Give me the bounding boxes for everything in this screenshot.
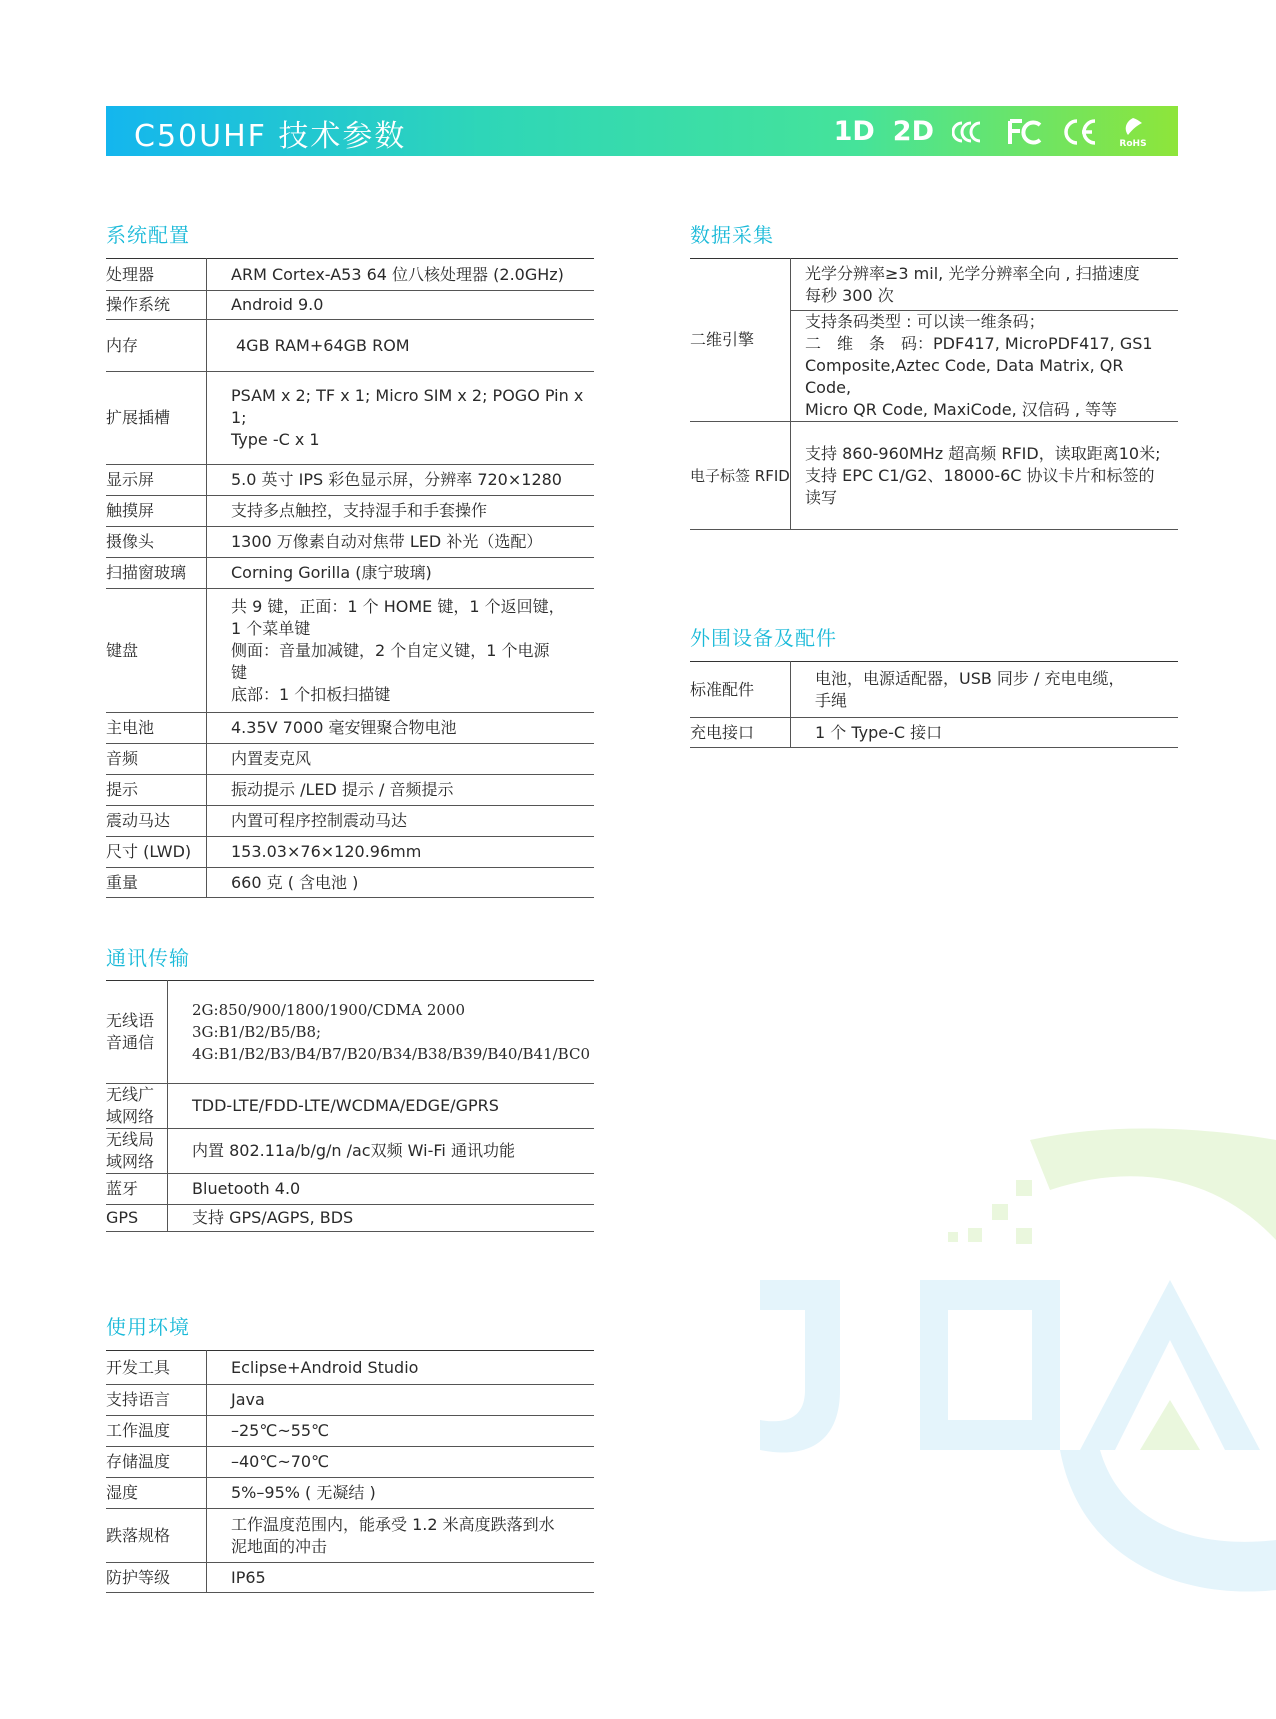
table-row [106,1416,594,1447]
table-row [106,372,594,465]
spec-value [207,527,595,558]
spec-value-line: 读写 [805,487,838,507]
spec-value [207,589,595,713]
spec-value [168,1205,594,1232]
spec-key: 电子标签 RFID [690,422,791,530]
spec-value-line: Eclipse+Android Studio [231,1357,419,1377]
spec-value [207,1385,595,1416]
section-title-comm: 通讯传输 [106,946,190,970]
spec-value-line: 泥地面的冲击 [231,1536,328,1556]
spec-value [207,496,595,527]
spec-value-line: 153.03×76×120.96mm [231,842,422,861]
spec-key: 键盘 [106,589,207,713]
spec-value [207,1509,595,1563]
spec-value [207,558,595,589]
spec-value [207,291,595,320]
spec-key: 扫描窗玻璃 [106,558,207,589]
spec-key: 无线局域网络 [106,1129,168,1174]
table-row [106,589,594,713]
spec-value-line: 支持 GPS/AGPS, BDS [192,1208,354,1227]
table-row [690,662,1178,718]
spec-value-line: 4.35V 7000 毫安锂聚合物电池 [231,718,457,737]
spec-value-line: 底部：1 个扣板扫描键 [231,684,391,704]
spec-value [207,320,595,372]
table-row [106,1205,594,1232]
spec-value-line: 二 维 条 码：PDF417, MicroPDF417, GS1 [805,334,1153,353]
table-row [106,558,594,589]
spec-value-line: 内置可程序控制震动马达 [231,811,408,830]
spec-key: 充电接口 [690,718,791,748]
table-row [106,1351,594,1385]
spec-key: 触摸屏 [106,496,207,527]
table-row [106,465,594,496]
spec-value-line: Android 9.0 [231,295,324,314]
spec-key: 处理器 [106,259,207,291]
spec-value [207,837,595,868]
spec-value-line: 支持 860-960MHz 超高频 RFID，读取距离10米; [805,443,1161,463]
spec-key: 二维引擎 [690,259,791,422]
table-row [106,1478,594,1509]
spec-value-line: 1 个 Type-C 接口 [815,722,943,742]
svg-text:RoHS: RoHS [1119,139,1147,148]
spec-value [168,1084,594,1129]
spec-value-line: Micro QR Code, MaxiCode, 汉信码 , 等等 [805,400,1117,419]
spec-key: 蓝牙 [106,1174,168,1205]
spec-value-line: 支持条码类型 : 可以读一维条码； [805,312,1045,331]
spec-key: 无线语音通信 [106,981,168,1084]
table-row [106,713,594,744]
page-title: C50UHF 技术参数 [134,119,407,154]
rohs-logo-icon [1116,116,1150,148]
spec-value-line: Type -C x 1 [231,430,320,449]
spec-value [207,744,595,775]
spec-key: GPS [106,1205,168,1232]
spec-value-line: 光学分辨率≥3 mil, 光学分辨率全向 , 扫描速度 [805,263,1140,283]
fc-logo-icon [1008,117,1044,147]
spec-value-line: Java [231,1390,265,1409]
env-spec-table [106,1350,594,1593]
system-spec-table [106,258,594,898]
table-row [690,259,1178,311]
ccc-logo-icon [952,117,990,147]
table-row [690,422,1178,530]
table-row [106,496,594,527]
spec-value-line: Corning Gorilla (康宁玻璃) [231,563,432,582]
spec-value-line: 4GB RAM+64GB ROM [236,335,410,355]
spec-key: 扩展插槽 [106,372,207,465]
table-row [106,291,594,320]
spec-value [207,259,595,291]
spec-value-line: 共 9 键，正面：1 个 HOME 键，1 个返回键， [231,596,565,616]
spec-value [207,1563,595,1593]
spec-key: 尺寸 (LWD) [106,837,207,868]
spec-value [207,1351,595,1385]
spec-key: 支持语言 [106,1385,207,1416]
spec-key: 工作温度 [106,1416,207,1447]
table-row [106,868,594,898]
data-spec-table [690,258,1178,530]
header-banner [106,106,1178,156]
spec-value-line: 振动提示 /LED 提示 / 音频提示 [231,780,454,799]
spec-value-line: TDD-LTE/FDD-LTE/WCDMA/EDGE/GPRS [192,1096,499,1115]
spec-value-line: 1 个菜单键 [231,618,311,638]
spec-value [207,775,595,806]
spec-key: 操作系统 [106,291,207,320]
spec-key: 防护等级 [106,1563,207,1593]
spec-value-line: –25℃~55℃ [231,1421,330,1440]
spec-key: 音频 [106,744,207,775]
spec-value-line: 工作温度范围内，能承受 1.2 米高度跌落到水 [231,1514,555,1534]
spec-value-line: Bluetooth 4.0 [192,1179,301,1198]
spec-key: 跌落规格 [106,1509,207,1563]
table-row [106,744,594,775]
logo-1d: 1D [833,116,875,147]
spec-value [207,1416,595,1447]
spec-key: 开发工具 [106,1351,207,1385]
spec-value-line: 内置 802.11a/b/g/n /ac双频 Wi-Fi 通讯功能 [192,1141,515,1160]
spec-value-line: PSAM x 2; TF x 1; Micro SIM x 2; POGO Pin x 1; [231,386,584,427]
table-row [106,1563,594,1593]
spec-value-line: 每秒 300 次 [805,285,894,305]
spec-value [207,372,595,465]
spec-value-line: 4G:B1/B2/B3/B4/B7/B20/B34/B38/B39/B40/B41/BC0 [192,1045,590,1063]
table-row [106,1174,594,1205]
spec-value-line: 支持多点触控，支持湿手和手套操作 [231,501,488,520]
comm-spec-table [106,980,594,1232]
spec-value [791,718,1179,748]
spec-key: 内存 [106,320,207,372]
section-title-data: 数据采集 [690,223,774,247]
spec-value-line: 660 克 ( 含电池 ) [231,872,359,892]
spec-value [207,1447,595,1478]
spec-value [207,806,595,837]
spec-value-line: 3G:B1/B2/B5/B8; [192,1023,322,1041]
spec-value [207,1478,595,1509]
table-row [106,1129,594,1174]
spec-value [207,868,595,898]
spec-key: 摄像头 [106,527,207,558]
spec-key: 存储温度 [106,1447,207,1478]
spec-value [791,259,1179,311]
spec-value [207,465,595,496]
table-row [106,1447,594,1478]
spec-key: 标准配件 [690,662,791,718]
table-row [106,259,594,291]
spec-value [791,662,1179,718]
spec-value-line: 支持 EPC C1/G2、18000-6C 协议卡片和标签的 [805,465,1155,485]
section-title-accessories: 外围设备及配件 [690,626,837,650]
table-row [106,527,594,558]
spec-value-line: 电池，电源适配器，USB 同步 / 充电电缆， [815,668,1125,688]
spec-key: 震动马达 [106,806,207,837]
spec-key: 显示屏 [106,465,207,496]
table-row [106,837,594,868]
section-title-env: 使用环境 [106,1315,190,1339]
table-row [106,320,594,372]
spec-value-line: 键 [231,662,248,682]
certification-logos [834,116,1150,148]
spec-value [168,1129,594,1174]
table-row [690,718,1178,748]
spec-key: 湿度 [106,1478,207,1509]
spec-value [791,422,1179,530]
spec-key: 无线广域网络 [106,1084,168,1129]
table-row [106,981,594,1084]
ce-logo-icon [1062,117,1098,147]
spec-value-line: 1300 万像素自动对焦带 LED 补光（选配） [231,532,543,551]
table-row [106,775,594,806]
spec-value-line: 侧面：音量加减键，2 个自定义键，1 个电源 [231,640,550,660]
spec-value-line: 5%–95% ( 无凝结 ) [231,1483,376,1502]
table-row [106,1385,594,1416]
accessories-spec-table [690,661,1178,748]
spec-value [207,713,595,744]
spec-key: 提示 [106,775,207,806]
spec-value-line: 2G:850/900/1800/1900/CDMA 2000 [192,1001,466,1019]
spec-value [791,311,1179,422]
spec-value-line: ARM Cortex-A53 64 位八核处理器 (2.0GHz) [231,264,564,284]
spec-value-line: 5.0 英寸 IPS 彩色显示屏，分辨率 720×1280 [231,470,562,489]
spec-value-line: 手绳 [815,690,848,710]
spec-value [168,1174,594,1205]
table-row [106,806,594,837]
spec-value [168,981,594,1084]
spec-value-line: Composite,Aztec Code, Data Matrix, QR Code, [805,356,1124,397]
spec-value-line: –40℃~70℃ [231,1452,330,1471]
table-row [106,1084,594,1129]
logo-2d: 2D [892,116,934,147]
section-title-system: 系统配置 [106,223,190,247]
table-row [106,1509,594,1563]
spec-key: 重量 [106,868,207,898]
spec-key: 主电池 [106,713,207,744]
joa-watermark-logo [720,1120,1276,1680]
spec-value-line: IP65 [231,1567,266,1587]
spec-value-line: 内置麦克风 [231,749,312,768]
